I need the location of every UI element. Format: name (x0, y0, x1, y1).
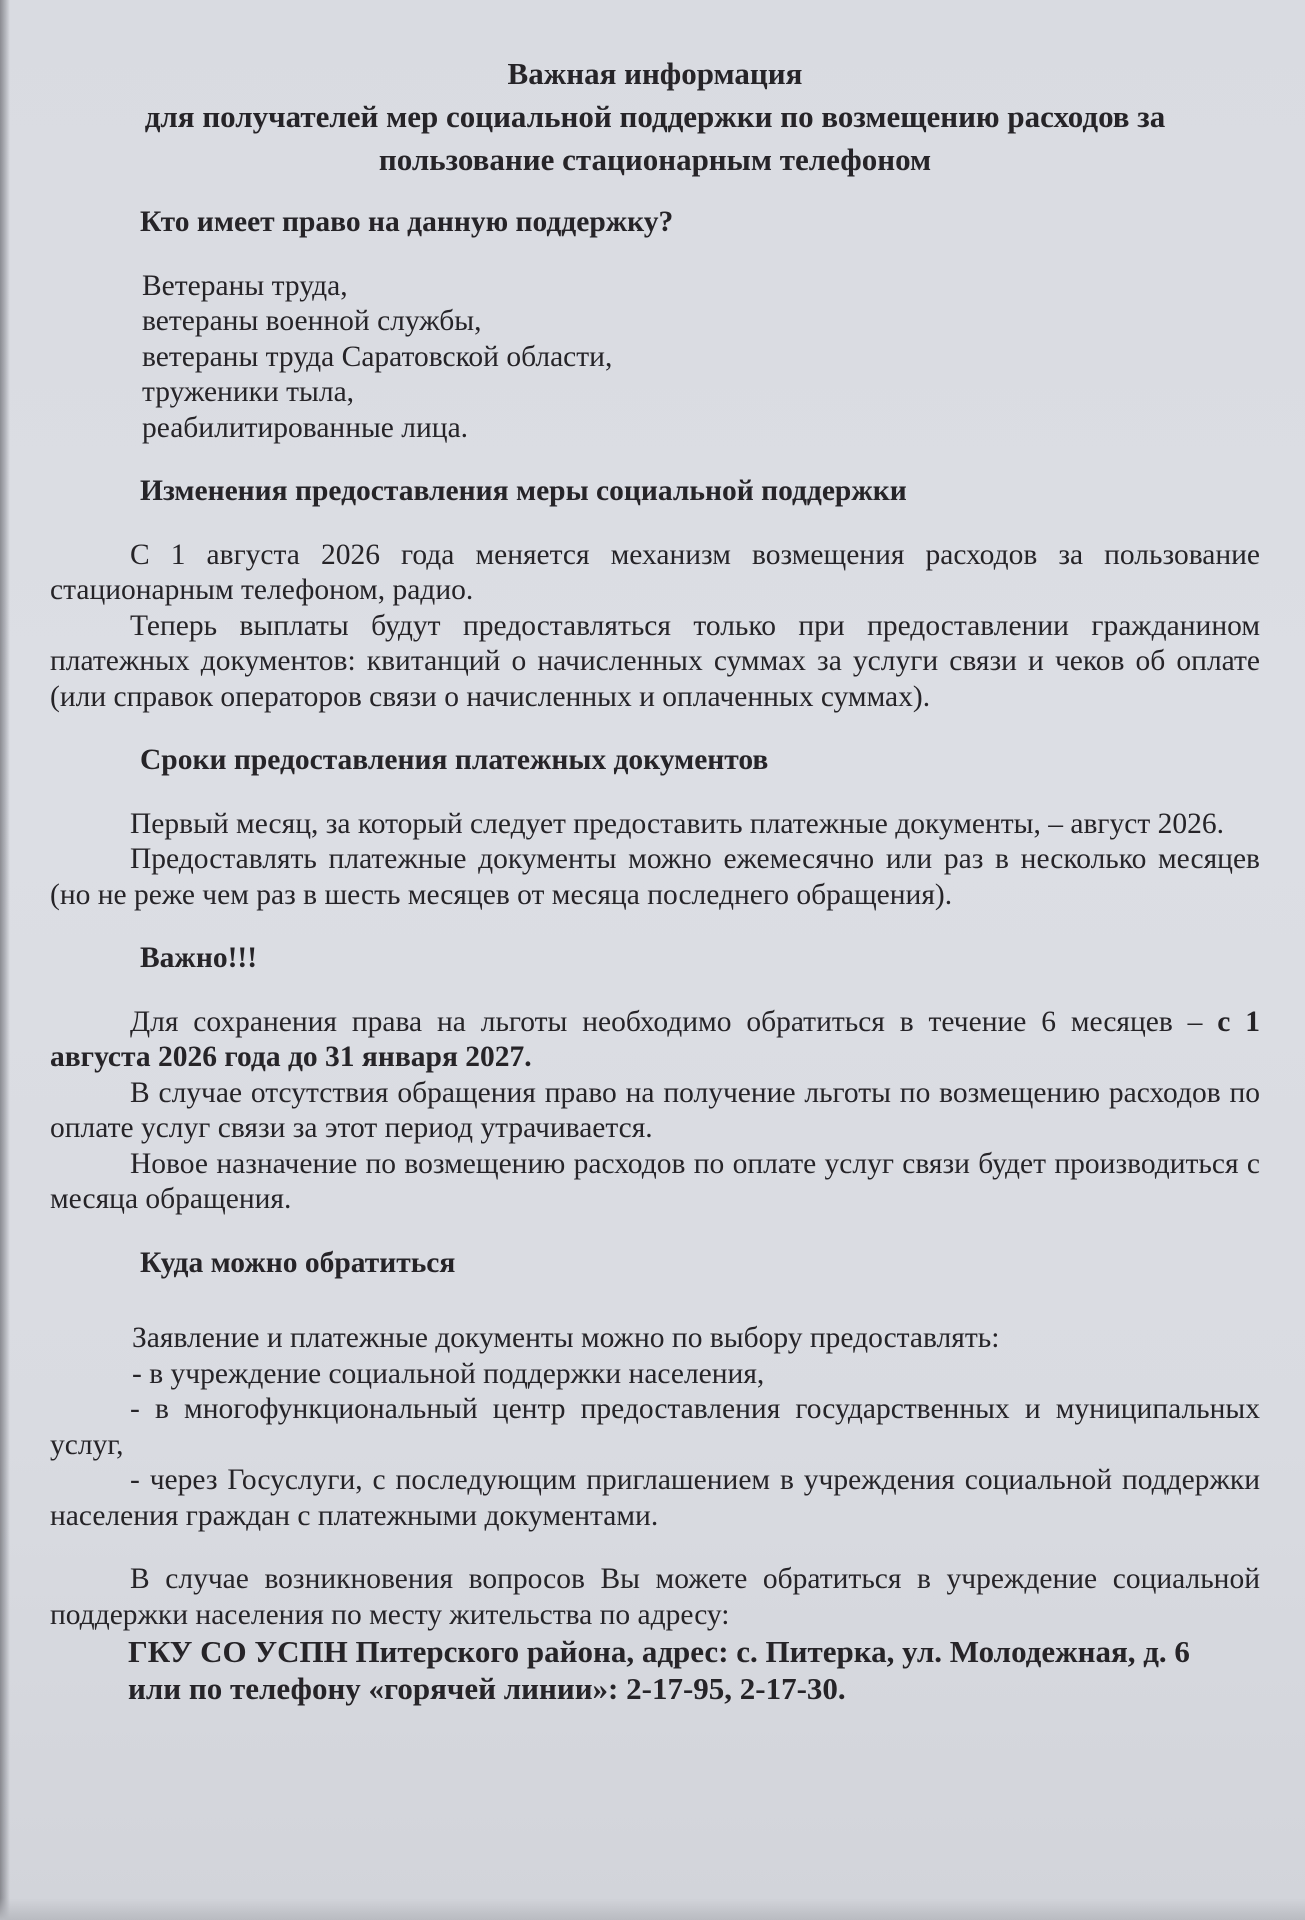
section-changes (50, 474, 1260, 715)
important-paragraph-1 (50, 1005, 1260, 1076)
title-line-1: Важная информация (507, 56, 803, 91)
title-line-3: пользование стационарным телефоном (378, 142, 932, 177)
changes-paragraph-2: Теперь выплаты будут предоставляться только при предоставлении гражданином платежных документов: квитанций о начисленных суммах за услуги связи и чеков об оплате (или справок операторов связи о начисленных и оплаченных суммах). (50, 609, 1260, 713)
important-heading: Важно!!! (140, 942, 258, 974)
important-dates: с 1 августа 2026 года до 31 января 2027. (50, 1005, 1260, 1073)
section-deadlines (50, 743, 1260, 913)
where-intro: Заявление и платежные документы можно по выбору предоставлять: (132, 1322, 1000, 1354)
important-text: Для сохранения права на льготы необходимо обратиться в течение 6 месяцев – (130, 1005, 1218, 1038)
eligibility-item: труженики тыла, (142, 376, 355, 408)
contact-address: ГКУ СО УСПН Питерского района, адрес: с. Питерка, ул. Молодежная, д. 6 (128, 1634, 1190, 1669)
page-bottom-shadow (0, 1898, 1305, 1920)
eligibility-heading: Кто имеет право на данную поддержку? (140, 206, 674, 238)
section-eligibility (50, 205, 1260, 446)
where-option-1: - в учреждение социальной поддержки населения, (132, 1357, 765, 1390)
section-important (50, 941, 1260, 1218)
eligibility-list (50, 269, 1260, 447)
changes-paragraph-1: С 1 августа 2026 года меняется механизм возмещения расходов за пользование стационарным телефоном, радио. (50, 538, 1260, 606)
page-left-shadow (0, 0, 10, 1920)
document-title (50, 52, 1260, 181)
section-where-to-apply (50, 1246, 1260, 1535)
where-option-3: - через Госуслуги, с последующим приглашением в учреждения социальной поддержки населения граждан с платежными документами. (50, 1464, 1260, 1532)
important-paragraph-2: В случае отсутствия обращения право на получение льготы по возмещению расходов по оплате услуг связи за этот период утрачивается. (50, 1076, 1260, 1144)
title-line-2: для получателей мер социальной поддержки по возмещению расходов за (144, 99, 1166, 134)
contacts-paragraph: В случае возникновения вопросов Вы можете обратиться в учреждение социальной поддержки населения по месту жительства по адресу: (50, 1563, 1260, 1631)
eligibility-item: Ветераны труда, (142, 269, 348, 302)
changes-heading: Изменения предоставления меры социальной поддержки (140, 475, 907, 507)
deadlines-paragraph-2: Предоставлять платежные документы можно ежемесячно или раз в несколько месяцев (но не реже чем раз в шесть месяцев от месяца последнего обращения). (50, 843, 1260, 911)
where-heading: Куда можно обратиться (140, 1246, 456, 1279)
section-contacts (50, 1562, 1260, 1707)
deadlines-heading: Сроки предоставления платежных документов (140, 744, 769, 776)
eligibility-item: реабилитированные лица. (142, 411, 469, 444)
important-paragraph-3: Новое назначение по возмещению расходов по оплате услуг связи будет производиться с месяца обращения. (50, 1147, 1260, 1215)
eligibility-item: ветераны военной службы, (142, 305, 482, 337)
document-content (50, 52, 1260, 1735)
where-option-2: - в многофункциональный центр предоставления государственных и муниципальных услуг, (50, 1393, 1260, 1461)
deadlines-paragraph-1: Первый месяц, за который следует предоставить платежные документы, – август 2026. (130, 807, 1224, 840)
contact-phone: или по телефону «горячей линии»: 2-17-95, 2-17-30. (128, 1671, 846, 1706)
eligibility-item: ветераны труда Саратовской области, (142, 340, 613, 373)
